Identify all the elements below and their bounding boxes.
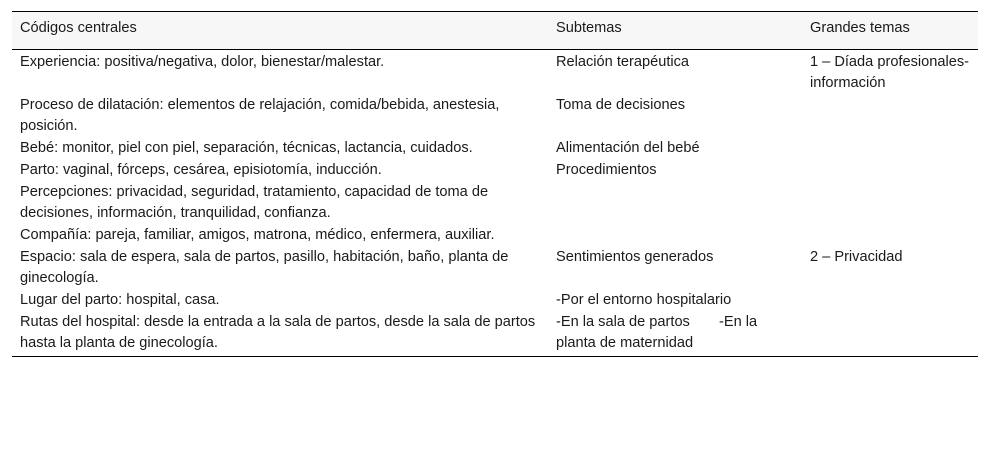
subtema-cell: Relación terapéutica (556, 54, 690, 70)
subtema-cell: Alimentación del bebé (556, 140, 700, 156)
subtema-cell: Sentimientos generados (556, 249, 714, 265)
codigo-cell: Rutas del hospital: desde la entrada a la sala de partos, desde la sala de partos hasta la planta de ginecología. (12, 312, 548, 357)
tema-cell (802, 160, 978, 182)
subtema-cell: Procedimientos (556, 162, 657, 178)
table-header (12, 12, 978, 50)
codigo-cell: Percepciones: privacidad, seguridad, tratamiento, capacidad de toma de decisiones, información, tranquilidad, confianza. (20, 184, 489, 221)
tema-cell (802, 138, 978, 160)
subtema-cell (548, 182, 802, 225)
subtema-cell (548, 225, 802, 247)
codigo-cell: Parto: vaginal, fórceps, cesárea, episiotomía, inducción. (20, 162, 382, 178)
header-row (12, 12, 978, 50)
codigo-cell: Bebé: monitor, piel con piel, separación, técnicas, lactancia, cuidados. (20, 140, 473, 156)
tema-cell (802, 312, 978, 357)
codigo-cell: Lugar del parto: hospital, casa. (20, 292, 220, 308)
subtema-cell: -En la sala de partos -En la planta de maternidad (548, 312, 802, 357)
themes-table (12, 11, 978, 357)
codigo-cell: Experiencia: positiva/negativa, dolor, bienestar/malestar. (20, 54, 385, 70)
tema-cell (802, 290, 978, 312)
header-codigos-centrales: Códigos centrales (12, 12, 548, 50)
table-row (12, 225, 978, 247)
table-body (12, 50, 978, 357)
codigo-cell: Espacio: sala de espera, sala de partos, pasillo, habitación, baño, planta de ginecología. (20, 249, 509, 286)
table-row (12, 160, 978, 182)
tema-cell (802, 95, 978, 138)
subtema-cell: Toma de decisiones (556, 97, 685, 113)
table-row (12, 182, 978, 225)
table-row (12, 247, 978, 290)
header-grandes-temas: Grandes temas (802, 12, 978, 50)
tema-cell (802, 225, 978, 247)
subtema-cell: -Por el entorno hospitalario (556, 292, 732, 308)
table-row (12, 95, 978, 138)
codigo-cell: Compañía: pareja, familiar, amigos, matrona, médico, enfermera, auxiliar. (20, 227, 495, 243)
table-row (12, 50, 978, 96)
tema-cell: 1 – Díada profesionales-información (810, 54, 970, 91)
codigo-cell: Proceso de dilatación: elementos de relajación, comida/bebida, anestesia, posición. (20, 97, 500, 134)
tema-cell (802, 182, 978, 225)
table-row (12, 290, 978, 312)
tema-cell: 2 – Privacidad (810, 249, 903, 265)
header-subtemas: Subtemas (548, 12, 802, 50)
table-row (12, 312, 978, 357)
table-row (12, 138, 978, 160)
